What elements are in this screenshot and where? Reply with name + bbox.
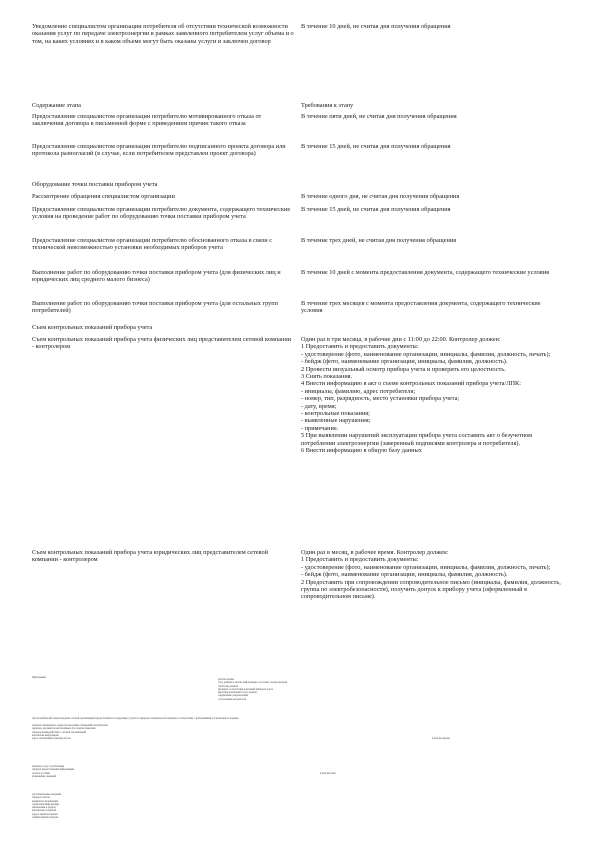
meter-legal-stage: Съем контрольных показаний прибора учета юридических лиц представителем сетевой компании - контролером [32,549,268,564]
table-row-stage: Выполнение работ по оборудованию точки поставки прибором учета (для физических лиц и юридических лиц среднего малого бизнеса) [32,269,281,284]
table-row-stage: Предоставление специалистом организации потребителю обоснованного отказа в связи с технической невозможностью установки необходимых приборов учета [32,237,272,252]
footer-note-block: рабочее время сбор данных и анализ информации о поставке электроэнергии обработка данных проверка соответствия показаний приборов учета внесение изменений в базу данных оформление документации согласование результатов [218,678,288,701]
footer-note-block: порядок обращения и сроки рассмотрения обращений потребителей перечень документов необходимых для подачи заявления порядок взаимодействия с сетевой организацией контактная информация адрес организации и время работы [32,724,108,741]
table-row-requirement: В течение трех дней, не считая дня получения обращения [301,237,457,244]
column-header-stage: Содержание этапа [32,102,81,109]
table-row-stage: Выполнение работ по оборудованию точки поставки прибором учета (для остальных групп потребителей) [32,300,279,315]
table-row-requirement: В течение 10 дней с момента предоставления документа, содержащего технические условия [301,269,550,276]
footer-note-line: в рабочее время [432,737,450,740]
footer-note-line: в рабочие дни [320,772,336,775]
meter-individuals-requirement: Один раз в три месяца, в рабочие дни с 11:00 до 22:00. Контролер должен: 1 Предоставить и предоставить документы: - удостоверение (фото, наименование организации, инициалы, фамилия, должность, печать); - бейдж (фото, наименование организации, инициалы, фамилия, должность). 2 Провести визуальный осмотр прибора учета и проверить его целостность. 3 Снять показания. 4 Внести информацию в акт о съеме контрольных показаний прибора учета/ЛПК: - инициалы, фамилию, адрес потребителя; - номер, тип, разрядность, место установки прибора учета; - дату, время; - контрольные показания; - выявленные нарушения; - примечание. 5 При выявлении нарушений эксплуатации прибора учета составить акт о безучетном потреблении электроэнергии (заверенный подписями контролера и потребителя). 6 Внести информацию в общую базу данных [301,336,551,455]
table-row-stage: Рассмотрение обращения специалистом организации [32,193,175,200]
column-header-requirement: Требования к этапу [301,102,354,109]
footer-note-block: дополнительные сведения порядок оплаты реквизиты организации справочная информация примечания к разделу контактные телефоны адреса пунктов приема график приема граждан [32,793,61,820]
top-row-requirement: В течение 10 дней, не считая дня получения обращения [301,23,451,30]
table-row-stage: Предоставление специалистом организации потребителю мотивированного отказа от заключения договора в письменной форме с приведением причин такого отказа [32,113,262,128]
meter-individuals-stage: Съем контрольных показаний прибора учета физических лиц представителем сетевой компании - контролером [32,336,292,351]
footer-note-heading: Приложение [32,676,46,679]
table-row-stage: Предоставление специалистом организации потребителю документа, содержащего технические условия на проведение работ по оборудованию точки поставки прибором учета [32,206,291,221]
table-row-requirement: В течение 15 дней, не считая дня получения обращения [301,143,451,150]
section-heading-meter-readings: Съем контрольных показаний прибора учета [32,324,153,331]
top-row-stage: Уведомление специалистом организации потребителя об отсутствии технической возможности оказания услуг по передаче электроэнергии в рамках заявленного потребителем услуг объема и о том, на каких условиях и в каком объеме могут быть оказаны услуги и заключен договор [32,23,294,45]
table-row-stage: Предоставление специалистом организации потребителю подписанного проекта договора или протокола разногласий (в случае, если потребителем представлен проект договора) [32,143,286,158]
section-heading-meter-install: Оборудование точки поставки прибором учета [32,181,158,188]
footer-note-line: Для потребителей электроэнергии сетевой организацией предоставляются следующие услуги по передаче электрической энергии в соответствии с требованиями установленного порядка [32,717,239,720]
table-row-requirement: В течение 15 дней, не считая дня получения обращения [301,206,451,213]
footer-note-block: перечень услуг и требования порядок предоставления информации сроки и условия размещение сведений [32,765,74,778]
table-row-requirement: В течение пяти дней, не считая дня получения обращения [301,113,457,120]
table-row-requirement: В течение одного дня, не считая дня получения обращения [301,193,460,200]
table-row-requirement: В течение трех месяцев с момента предоставления документа, содержащего технические условия [301,300,541,315]
meter-legal-requirement: Один раз в месяц, в рабочее время. Контролер должен: 1 Предоставить и предоставить документы: - удостоверение (фото, наименование организации, инициалы, фамилия, должность, печать); - бейдж (фото, наименование организации, инициалы, фамилия, должность). 2 Предоставить при сопровождении сопроводительное письмо (инициалы, фамилия, должность, группа по электробезопасности), получить допуск к прибору учета (оформленный в сопроводительном письме). [301,549,561,601]
